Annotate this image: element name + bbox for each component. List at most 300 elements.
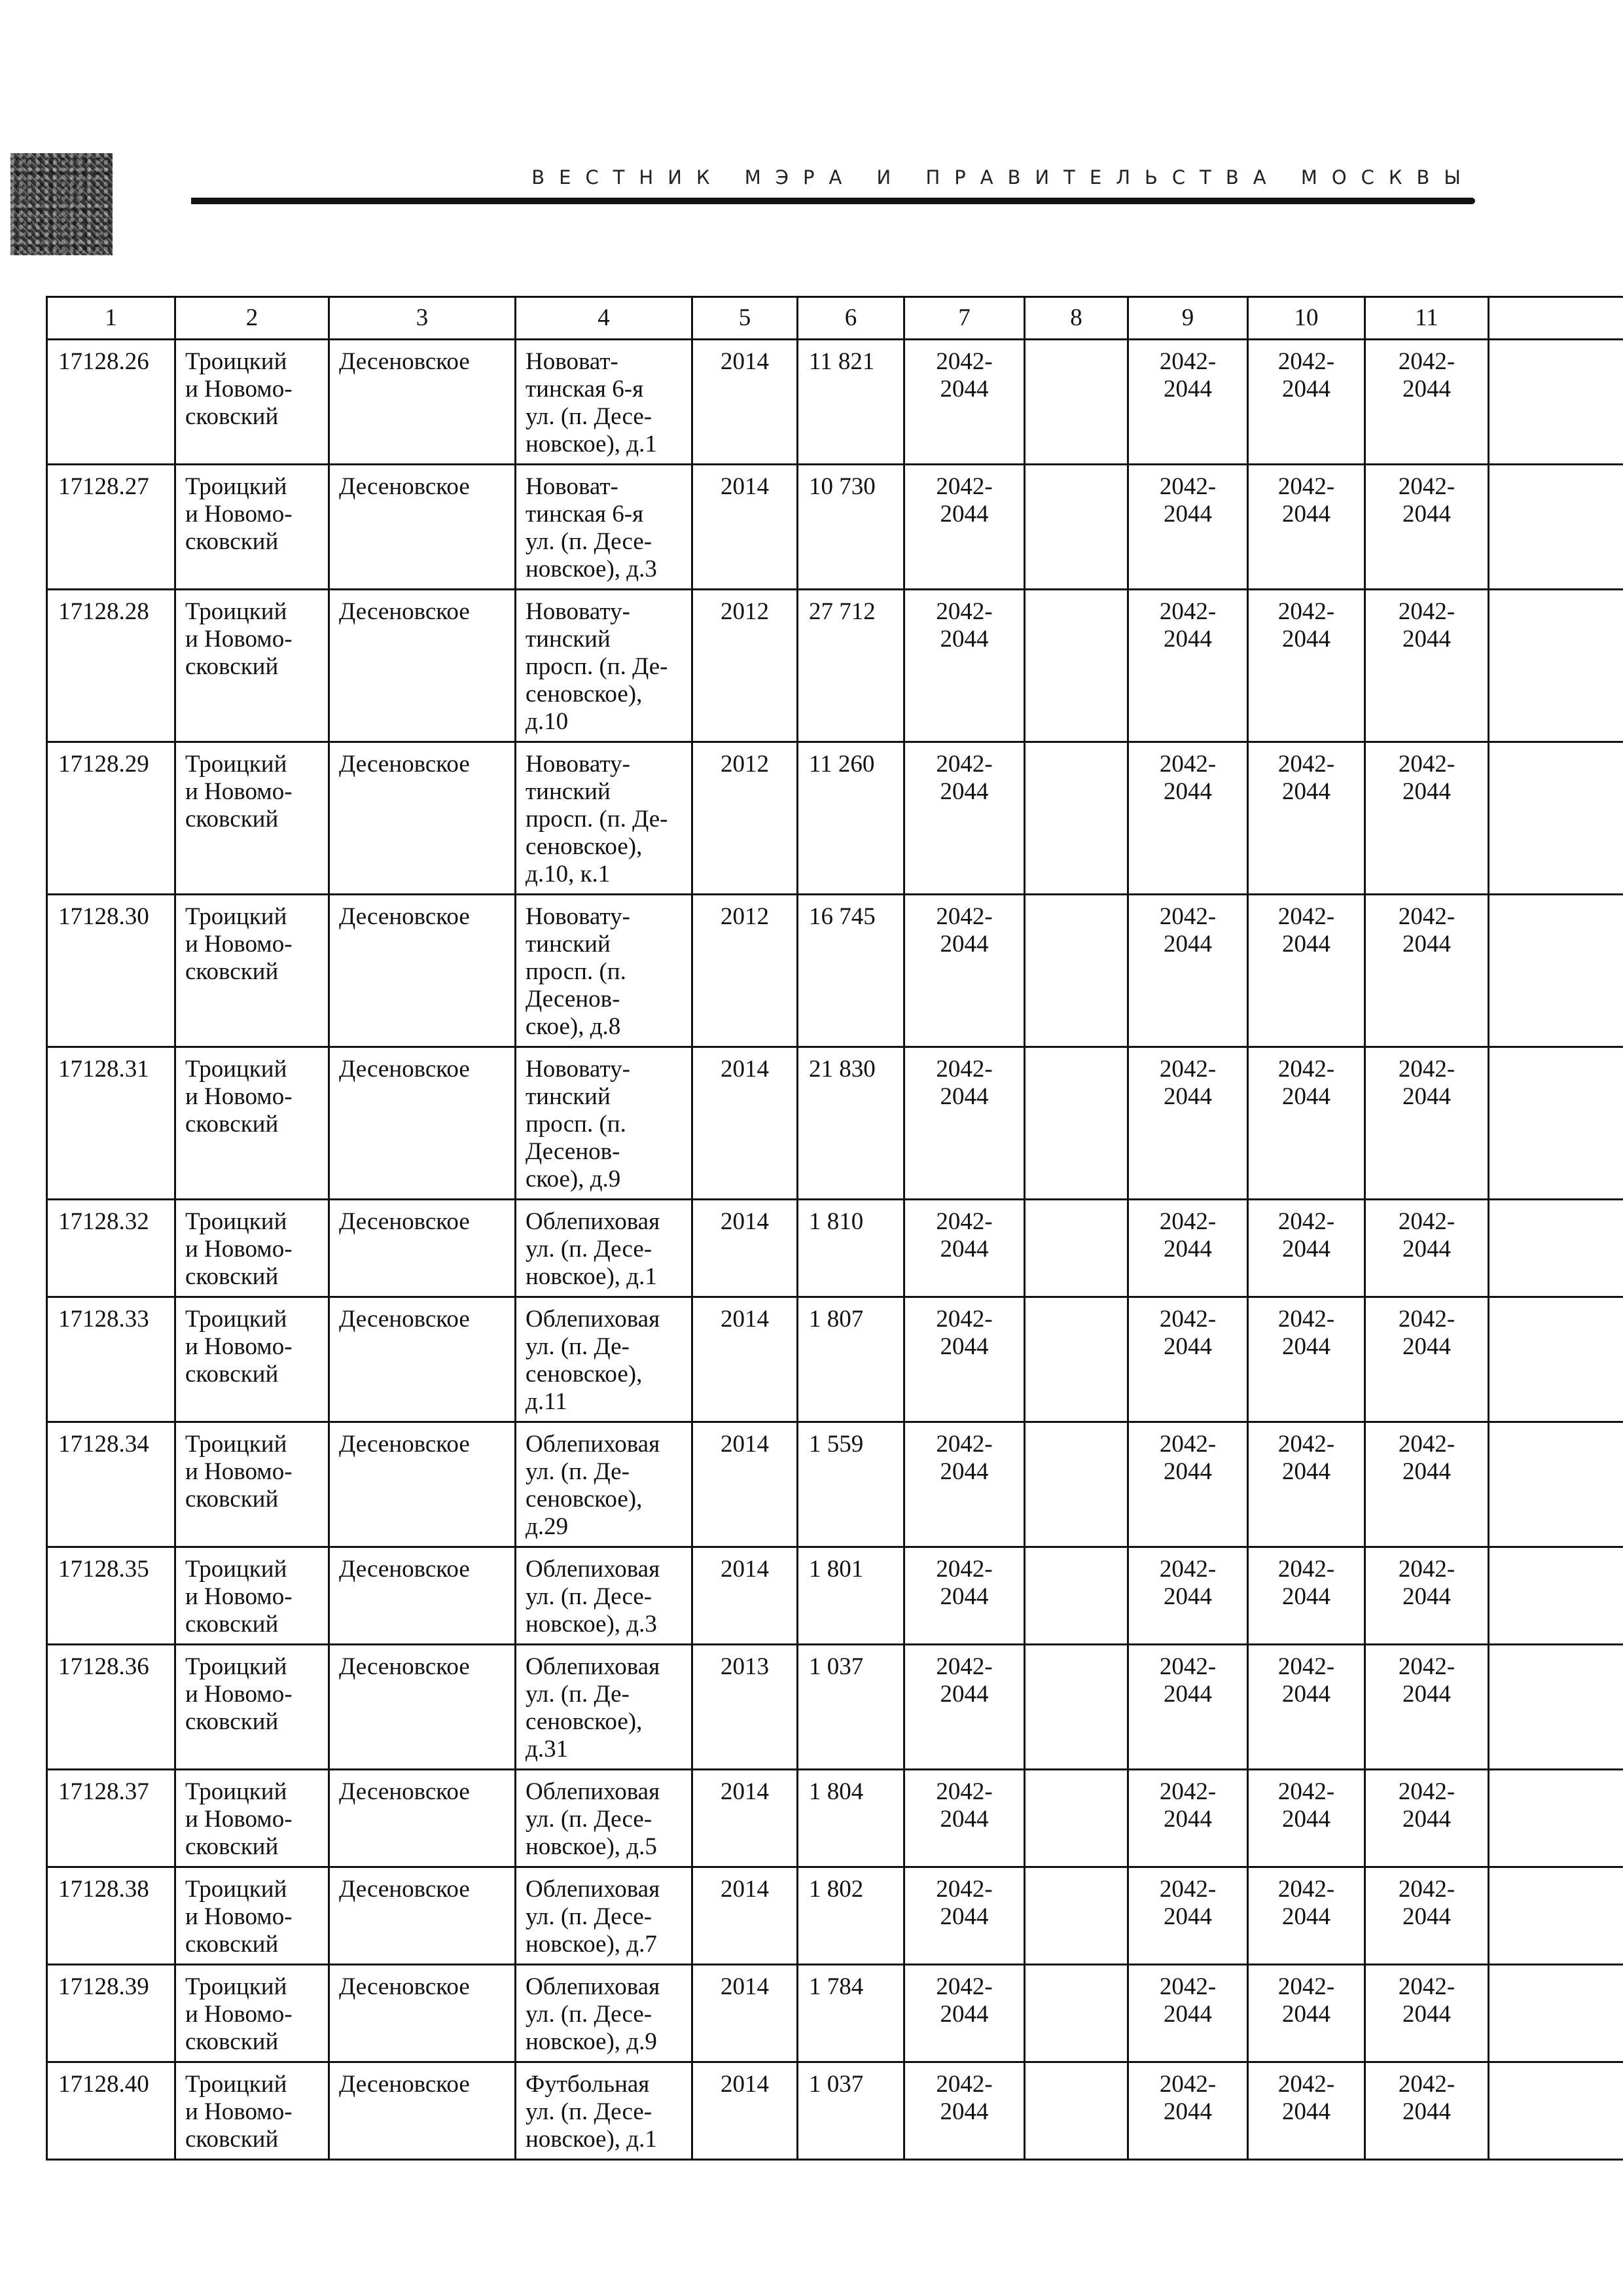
cell-col7 — [904, 1200, 1025, 1297]
cell-id-text: 17128.36 — [58, 1653, 149, 1680]
cell-address — [516, 742, 692, 895]
cell-settlement — [329, 1547, 516, 1645]
cell-area — [798, 465, 904, 590]
cell-col8-text — [1026, 1645, 1127, 1659]
cell-address — [516, 1965, 692, 2062]
table-row — [47, 1770, 1623, 1867]
table-row — [47, 1547, 1623, 1645]
cell-col7-text: 2042- 2044 — [936, 1208, 993, 1263]
cell-area — [798, 1645, 904, 1770]
cell-col8 — [1025, 1200, 1128, 1297]
cell-district-text: Троицкий и Новомо- сковский — [185, 1056, 293, 1138]
cell-col10-text: 2042- 2044 — [1277, 348, 1335, 403]
cell-year — [692, 1422, 798, 1547]
cell-col8-text — [1026, 1965, 1127, 1979]
cell-col9 — [1128, 1297, 1248, 1422]
cell-area — [798, 742, 904, 895]
cell-year — [692, 1297, 798, 1422]
cell-settlement — [329, 1770, 516, 1867]
cell-settlement-text: Десеновское — [339, 903, 470, 930]
cell-col8-text — [1026, 1200, 1127, 1213]
cell-col7 — [904, 1867, 1025, 1965]
cell-district-text: Троицкий и Новомо- сковский — [185, 598, 293, 680]
cell-col8 — [1025, 340, 1128, 465]
table-row — [47, 465, 1623, 590]
cell-empty — [1489, 1645, 1623, 1770]
cell-year — [692, 1547, 798, 1645]
cell-id-text: 17128.39 — [58, 1973, 149, 2000]
cell-settlement-text: Десеновское — [339, 1306, 470, 1333]
column-header: 7 — [904, 297, 1025, 340]
cell-year — [692, 1867, 798, 1965]
cell-settlement — [329, 1297, 516, 1422]
cell-col10 — [1248, 1867, 1365, 1965]
cell-col7-text: 2042- 2044 — [936, 1876, 993, 1930]
cell-settlement-text: Десеновское — [339, 1556, 470, 1583]
cell-settlement-text: Десеновское — [339, 473, 470, 500]
cell-district-text: Троицкий и Новомо- сковский — [185, 348, 293, 430]
cell-district — [175, 1047, 329, 1200]
cell-year-text: 2012 — [721, 903, 769, 930]
cell-col10-text: 2042- 2044 — [1277, 1431, 1335, 1485]
cell-col8 — [1025, 1867, 1128, 1965]
cell-empty — [1489, 1965, 1623, 2062]
cell-id-text: 17128.37 — [58, 1778, 149, 1805]
cell-col10 — [1248, 1200, 1365, 1297]
cell-year-text: 2014 — [721, 1431, 769, 1458]
cell-id — [47, 1200, 175, 1297]
cell-col11-text: 2042- 2044 — [1398, 2071, 1455, 2125]
cell-area-text: 1 810 — [809, 1208, 864, 1235]
cell-col8-text — [1026, 1548, 1127, 1561]
cell-empty — [1489, 1547, 1623, 1645]
cell-col7-text: 2042- 2044 — [936, 348, 993, 403]
column-header-empty — [1489, 297, 1623, 340]
cell-district — [175, 1867, 329, 1965]
cell-col9 — [1128, 465, 1248, 590]
cell-id-text: 17128.33 — [58, 1306, 149, 1333]
cell-area — [798, 340, 904, 465]
cell-col11-text: 2042- 2044 — [1398, 1876, 1455, 1930]
cell-year — [692, 1770, 798, 1867]
cell-col11-text: 2042- 2044 — [1398, 903, 1455, 958]
cell-district — [175, 340, 329, 465]
table-row — [47, 895, 1623, 1047]
cell-col10 — [1248, 1965, 1365, 2062]
cell-address-text: Облепиховая ул. (п. Де- сеновское), д.11 — [526, 1306, 660, 1415]
cell-address-text: Нововату- тинский просп. (п. Де- сеновское), д.10, к.1 — [526, 751, 668, 888]
cell-col10 — [1248, 1770, 1365, 1867]
cell-col7-text: 2042- 2044 — [936, 1973, 993, 2028]
cell-settlement-text: Десеновское — [339, 2071, 470, 2098]
cell-col8-text — [1026, 1770, 1127, 1784]
cell-year — [692, 2062, 798, 2160]
cell-area — [798, 1200, 904, 1297]
cell-area — [798, 1770, 904, 1867]
cell-col7 — [904, 465, 1025, 590]
cell-col9 — [1128, 1770, 1248, 1867]
cell-year — [692, 1200, 798, 1297]
cell-address — [516, 1867, 692, 1965]
cell-address — [516, 1770, 692, 1867]
cell-year — [692, 340, 798, 465]
cell-col11 — [1365, 1645, 1489, 1770]
cell-empty — [1489, 1297, 1623, 1422]
cell-col7 — [904, 742, 1025, 895]
column-header: 2 — [175, 297, 329, 340]
cell-col10-text: 2042- 2044 — [1277, 1653, 1335, 1708]
cell-col9 — [1128, 1200, 1248, 1297]
cell-district — [175, 2062, 329, 2160]
cell-col10-text: 2042- 2044 — [1277, 1876, 1335, 1930]
cell-col9-text: 2042- 2044 — [1159, 2071, 1217, 2125]
cell-year — [692, 1965, 798, 2062]
cell-col9 — [1128, 1965, 1248, 2062]
cell-area-text: 1 784 — [809, 1973, 864, 2000]
cell-col9-text: 2042- 2044 — [1159, 598, 1217, 653]
cell-col11 — [1365, 1047, 1489, 1200]
cell-address — [516, 1645, 692, 1770]
cell-address — [516, 1200, 692, 1297]
header-rule — [191, 198, 1475, 204]
column-header: 1 — [47, 297, 175, 340]
cell-col9 — [1128, 1422, 1248, 1547]
cell-id-text: 17128.35 — [58, 1556, 149, 1583]
cell-col7-text: 2042- 2044 — [936, 1556, 993, 1610]
cell-col7-text: 2042- 2044 — [936, 1431, 993, 1485]
cell-settlement — [329, 340, 516, 465]
cell-col9 — [1128, 1547, 1248, 1645]
cell-district-text: Троицкий и Новомо- сковский — [185, 1973, 293, 2055]
cell-settlement — [329, 2062, 516, 2160]
cell-address-text: Облепиховая ул. (п. Десе- новское), д.9 — [526, 1973, 660, 2055]
cell-year-text: 2014 — [721, 1876, 769, 1903]
cell-col7 — [904, 1422, 1025, 1547]
cell-col11-text: 2042- 2044 — [1398, 1208, 1455, 1263]
cell-id-text: 17128.31 — [58, 1056, 149, 1083]
table-row — [47, 742, 1623, 895]
cell-area — [798, 1547, 904, 1645]
cell-id-text: 17128.34 — [58, 1431, 149, 1458]
cell-empty — [1489, 1047, 1623, 1200]
cell-col9-text: 2042- 2044 — [1159, 1306, 1217, 1360]
cell-col8 — [1025, 1547, 1128, 1645]
cell-id-text: 17128.26 — [58, 348, 149, 375]
cell-year — [692, 895, 798, 1047]
cell-col11-text: 2042- 2044 — [1398, 1653, 1455, 1708]
cell-col11 — [1365, 1297, 1489, 1422]
cell-col10-text: 2042- 2044 — [1277, 598, 1335, 653]
cell-address-text: Облепиховая ул. (п. Десе- новское), д.1 — [526, 1208, 660, 1290]
cell-id — [47, 1770, 175, 1867]
cell-address — [516, 340, 692, 465]
cell-settlement-text: Десеновское — [339, 1056, 470, 1083]
cell-col8-text — [1026, 590, 1127, 603]
cell-col8 — [1025, 1645, 1128, 1770]
cell-col9-text: 2042- 2044 — [1159, 473, 1217, 528]
cell-col11-text: 2042- 2044 — [1398, 1431, 1455, 1485]
cell-address-text: Облепиховая ул. (п. Де- сеновское), д.31 — [526, 1653, 660, 1763]
cell-col11-text: 2042- 2044 — [1398, 1973, 1455, 2028]
cell-district-text: Троицкий и Новомо- сковский — [185, 1778, 293, 1860]
cell-col7 — [904, 1297, 1025, 1422]
cell-id — [47, 1645, 175, 1770]
cell-col9-text: 2042- 2044 — [1159, 751, 1217, 805]
cell-col8-text — [1026, 1298, 1127, 1311]
cell-district-text: Троицкий и Новомо- сковский — [185, 1431, 293, 1513]
cell-col10-text: 2042- 2044 — [1277, 1556, 1335, 1610]
cell-col7 — [904, 2062, 1025, 2160]
cell-area-text: 1 801 — [809, 1556, 864, 1583]
cell-area-text: 21 830 — [809, 1056, 876, 1083]
cell-col11 — [1365, 340, 1489, 465]
cell-year-text: 2012 — [721, 598, 769, 625]
cell-id-text: 17128.38 — [58, 1876, 149, 1903]
cell-col8-text — [1026, 743, 1127, 756]
cell-area-text: 1 559 — [809, 1431, 864, 1458]
cell-address — [516, 895, 692, 1047]
cell-settlement-text: Десеновское — [339, 1431, 470, 1458]
table-row — [47, 1200, 1623, 1297]
cell-settlement — [329, 1200, 516, 1297]
cell-col10-text: 2042- 2044 — [1277, 1973, 1335, 2028]
cell-id-text: 17128.27 — [58, 473, 149, 500]
cell-year — [692, 465, 798, 590]
cell-col9-text: 2042- 2044 — [1159, 1973, 1217, 2028]
page-header-title: ВЕСТНИК МЭРА И ПРАВИТЕЛЬСТВА МОСКВЫ — [531, 166, 1475, 188]
cell-col11 — [1365, 895, 1489, 1047]
cell-district — [175, 590, 329, 742]
cell-address-text: Облепиховая ул. (п. Десе- новское), д.7 — [526, 1876, 660, 1958]
cell-address-text: Футбольная ул. (п. Десе- новское), д.1 — [526, 2071, 657, 2153]
column-header: 3 — [329, 297, 516, 340]
cell-area — [798, 1047, 904, 1200]
cell-col11-text: 2042- 2044 — [1398, 348, 1455, 403]
cell-id-text: 17128.28 — [58, 598, 149, 625]
cell-col10 — [1248, 590, 1365, 742]
cell-settlement — [329, 895, 516, 1047]
cell-id — [47, 1297, 175, 1422]
cell-settlement — [329, 590, 516, 742]
cell-col7-text: 2042- 2044 — [936, 2071, 993, 2125]
page-corner-texture — [10, 153, 113, 255]
table-header-row — [47, 297, 1623, 340]
cell-col7-text: 2042- 2044 — [936, 1778, 993, 1833]
column-header: 9 — [1128, 297, 1248, 340]
cell-empty — [1489, 590, 1623, 742]
cell-area — [798, 895, 904, 1047]
cell-col8-text — [1026, 1048, 1127, 1061]
cell-col7-text: 2042- 2044 — [936, 598, 993, 653]
cell-id — [47, 1867, 175, 1965]
cell-address — [516, 1547, 692, 1645]
cell-col11 — [1365, 1200, 1489, 1297]
cell-col10-text: 2042- 2044 — [1277, 2071, 1335, 2125]
cell-id — [47, 895, 175, 1047]
cell-col9-text: 2042- 2044 — [1159, 1431, 1217, 1485]
cell-col9 — [1128, 340, 1248, 465]
cell-address — [516, 465, 692, 590]
cell-id-text: 17128.30 — [58, 903, 149, 930]
cell-settlement — [329, 1645, 516, 1770]
cell-area-text: 1 807 — [809, 1306, 864, 1333]
cell-col7-text: 2042- 2044 — [936, 903, 993, 958]
cell-col11 — [1365, 1422, 1489, 1547]
table-body — [47, 340, 1623, 2160]
cell-col9-text: 2042- 2044 — [1159, 348, 1217, 403]
cell-empty — [1489, 2062, 1623, 2160]
cell-col10-text: 2042- 2044 — [1277, 1056, 1335, 1110]
cell-year — [692, 1047, 798, 1200]
column-header: 11 — [1365, 297, 1489, 340]
data-table — [46, 296, 1623, 2161]
cell-col9 — [1128, 895, 1248, 1047]
cell-settlement — [329, 742, 516, 895]
column-header: 4 — [516, 297, 692, 340]
cell-col9 — [1128, 590, 1248, 742]
cell-district-text: Троицкий и Новомо- сковский — [185, 473, 293, 555]
cell-col10-text: 2042- 2044 — [1277, 473, 1335, 528]
cell-col8 — [1025, 1965, 1128, 2062]
cell-col9-text: 2042- 2044 — [1159, 903, 1217, 958]
cell-settlement — [329, 1047, 516, 1200]
cell-id — [47, 590, 175, 742]
cell-area — [798, 1867, 904, 1965]
cell-id — [47, 465, 175, 590]
column-header: 5 — [692, 297, 798, 340]
cell-col9 — [1128, 1645, 1248, 1770]
cell-area-text: 1 804 — [809, 1778, 864, 1805]
cell-year-text: 2014 — [721, 348, 769, 375]
cell-empty — [1489, 465, 1623, 590]
cell-empty — [1489, 1770, 1623, 1867]
cell-district — [175, 1297, 329, 1422]
cell-col7 — [904, 590, 1025, 742]
cell-area-text: 11 821 — [809, 348, 875, 375]
cell-district-text: Троицкий и Новомо- сковский — [185, 1208, 293, 1290]
cell-district — [175, 1645, 329, 1770]
cell-year-text: 2014 — [721, 1056, 769, 1083]
cell-col10 — [1248, 1422, 1365, 1547]
cell-col11 — [1365, 465, 1489, 590]
cell-id — [47, 1547, 175, 1645]
table-row — [47, 590, 1623, 742]
cell-col9 — [1128, 2062, 1248, 2160]
cell-col10 — [1248, 895, 1365, 1047]
cell-settlement-text: Десеновское — [339, 1973, 470, 2000]
cell-col10-text: 2042- 2044 — [1277, 903, 1335, 958]
cell-address-text: Облепиховая ул. (п. Де- сеновское), д.29 — [526, 1431, 660, 1540]
cell-year-text: 2014 — [721, 473, 769, 500]
table-row — [47, 1645, 1623, 1770]
cell-address-text: Нововат- тинская 6-я ул. (п. Десе- новское), д.3 — [526, 473, 657, 583]
cell-col8 — [1025, 1297, 1128, 1422]
cell-id — [47, 742, 175, 895]
cell-col11 — [1365, 2062, 1489, 2160]
cell-year — [692, 742, 798, 895]
cell-address-text: Нововату- тинский просп. (п. Десенов- ское), д.9 — [526, 1056, 630, 1193]
cell-col9 — [1128, 1867, 1248, 1965]
cell-col7 — [904, 340, 1025, 465]
table-row — [47, 1422, 1623, 1547]
cell-col10 — [1248, 1645, 1365, 1770]
cell-settlement — [329, 1965, 516, 2062]
cell-settlement-text: Десеновское — [339, 1208, 470, 1235]
table-row — [47, 340, 1623, 465]
cell-col11-text: 2042- 2044 — [1398, 751, 1455, 805]
cell-col7 — [904, 1645, 1025, 1770]
cell-id-text: 17128.29 — [58, 751, 149, 778]
table-row — [47, 2062, 1623, 2160]
cell-district-text: Троицкий и Новомо- сковский — [185, 1653, 293, 1735]
cell-area-text: 10 730 — [809, 473, 876, 500]
cell-area-text: 1 037 — [809, 2071, 864, 2098]
cell-col8 — [1025, 2062, 1128, 2160]
cell-address-text: Нововату- тинский просп. (п. Десенов- ское), д.8 — [526, 903, 630, 1040]
column-header: 10 — [1248, 297, 1365, 340]
cell-col7 — [904, 1047, 1025, 1200]
cell-year-text: 2014 — [721, 1306, 769, 1333]
cell-address — [516, 2062, 692, 2160]
cell-col7-text: 2042- 2044 — [936, 473, 993, 528]
cell-district-text: Троицкий и Новомо- сковский — [185, 903, 293, 985]
cell-col9-text: 2042- 2044 — [1159, 1778, 1217, 1833]
table-row — [47, 1297, 1623, 1422]
cell-district-text: Троицкий и Новомо- сковский — [185, 1876, 293, 1958]
cell-area — [798, 2062, 904, 2160]
cell-empty — [1489, 1200, 1623, 1297]
cell-col8-text — [1026, 340, 1127, 353]
cell-district — [175, 1200, 329, 1297]
cell-area-text: 11 260 — [809, 751, 875, 778]
table-row — [47, 1965, 1623, 2062]
cell-col11 — [1365, 1867, 1489, 1965]
cell-col8-text — [1026, 895, 1127, 908]
cell-area-text: 16 745 — [809, 903, 876, 930]
cell-col11 — [1365, 742, 1489, 895]
cell-col10 — [1248, 1297, 1365, 1422]
cell-col8 — [1025, 1770, 1128, 1867]
cell-col11-text: 2042- 2044 — [1398, 598, 1455, 653]
cell-area — [798, 1297, 904, 1422]
cell-col9-text: 2042- 2044 — [1159, 1208, 1217, 1263]
cell-col8 — [1025, 1422, 1128, 1547]
cell-col8-text — [1026, 465, 1127, 478]
cell-id-text: 17128.32 — [58, 1208, 149, 1235]
cell-district-text: Троицкий и Новомо- сковский — [185, 1306, 293, 1388]
cell-col8 — [1025, 465, 1128, 590]
cell-area-text: 1 037 — [809, 1653, 864, 1680]
cell-id — [47, 1422, 175, 1547]
cell-col10 — [1248, 340, 1365, 465]
cell-settlement-text: Десеновское — [339, 1778, 470, 1805]
cell-address-text: Облепиховая ул. (п. Десе- новское), д.5 — [526, 1778, 660, 1860]
cell-col7 — [904, 1965, 1025, 2062]
cell-col10 — [1248, 465, 1365, 590]
cell-year-text: 2013 — [721, 1653, 769, 1680]
cell-settlement — [329, 1422, 516, 1547]
cell-district — [175, 895, 329, 1047]
cell-col8-text — [1026, 2063, 1127, 2076]
cell-id — [47, 2062, 175, 2160]
cell-col7-text: 2042- 2044 — [936, 1653, 993, 1708]
cell-col8-text — [1026, 1868, 1127, 1881]
data-table-container — [46, 296, 1623, 2161]
cell-settlement — [329, 465, 516, 590]
cell-area — [798, 1422, 904, 1547]
cell-col11 — [1365, 1965, 1489, 2062]
cell-col10 — [1248, 2062, 1365, 2160]
